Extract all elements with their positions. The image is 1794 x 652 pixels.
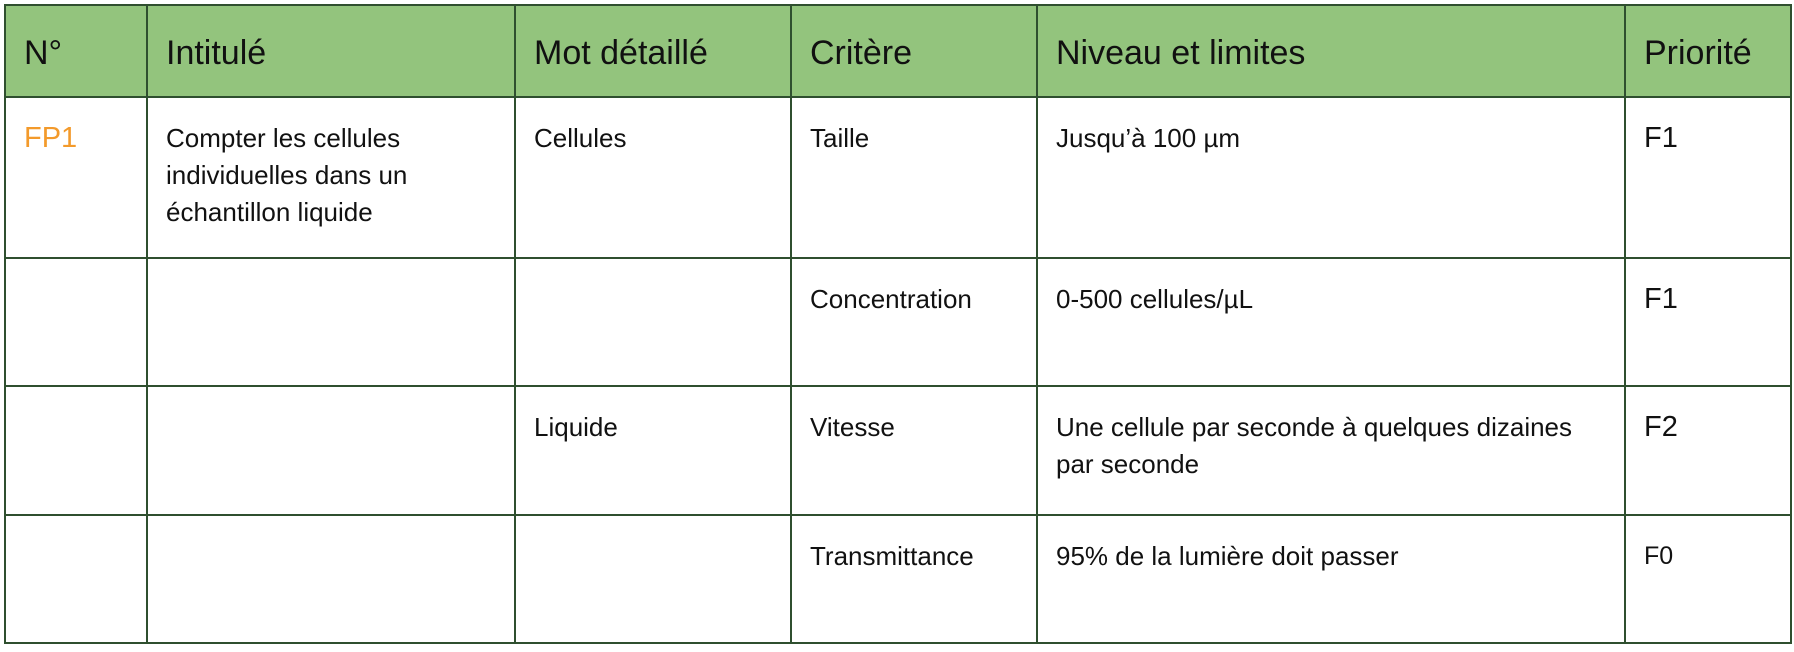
cell-level-limits: 95% de la lumière doit passer bbox=[1037, 515, 1625, 643]
header-priority: Priorité bbox=[1625, 5, 1791, 97]
table-body bbox=[5, 97, 1791, 643]
cell-level-limits: Jusqu’à 100 µm bbox=[1037, 97, 1625, 258]
cell-detailed-word: Liquide bbox=[515, 386, 791, 515]
cell-number bbox=[5, 258, 147, 386]
header-row bbox=[5, 5, 1791, 97]
cell-criterion: Concentration bbox=[791, 258, 1037, 386]
table-header bbox=[5, 5, 1791, 97]
cell-title bbox=[147, 258, 515, 386]
cell-priority: F0 bbox=[1625, 515, 1791, 643]
table-row bbox=[5, 97, 1791, 258]
cell-number bbox=[5, 386, 147, 515]
cell-priority: F1 bbox=[1625, 258, 1791, 386]
cell-criterion: Vitesse bbox=[791, 386, 1037, 515]
table-row bbox=[5, 386, 1791, 515]
cell-priority: F1 bbox=[1625, 97, 1791, 258]
cell-criterion: Taille bbox=[791, 97, 1037, 258]
cell-title: Compter les cellules individuelles dans un échantillon liquide bbox=[147, 97, 515, 258]
table-row bbox=[5, 515, 1791, 643]
cell-criterion: Transmittance bbox=[791, 515, 1037, 643]
cell-number: FP1 bbox=[5, 97, 147, 258]
header-number: N° bbox=[5, 5, 147, 97]
cell-detailed-word: Cellules bbox=[515, 97, 791, 258]
specification-table bbox=[4, 4, 1792, 644]
header-level-limits: Niveau et limites bbox=[1037, 5, 1625, 97]
cell-priority: F2 bbox=[1625, 386, 1791, 515]
cell-level-limits: 0-500 cellules/µL bbox=[1037, 258, 1625, 386]
cell-number bbox=[5, 515, 147, 643]
table-row bbox=[5, 258, 1791, 386]
header-title: Intitulé bbox=[147, 5, 515, 97]
cell-title bbox=[147, 515, 515, 643]
header-detailed-word: Mot détaillé bbox=[515, 5, 791, 97]
cell-detailed-word bbox=[515, 515, 791, 643]
cell-level-limits: Une cellule par seconde à quelques dizaines par seconde bbox=[1037, 386, 1625, 515]
cell-detailed-word bbox=[515, 258, 791, 386]
cell-title bbox=[147, 386, 515, 515]
header-criterion: Critère bbox=[791, 5, 1037, 97]
